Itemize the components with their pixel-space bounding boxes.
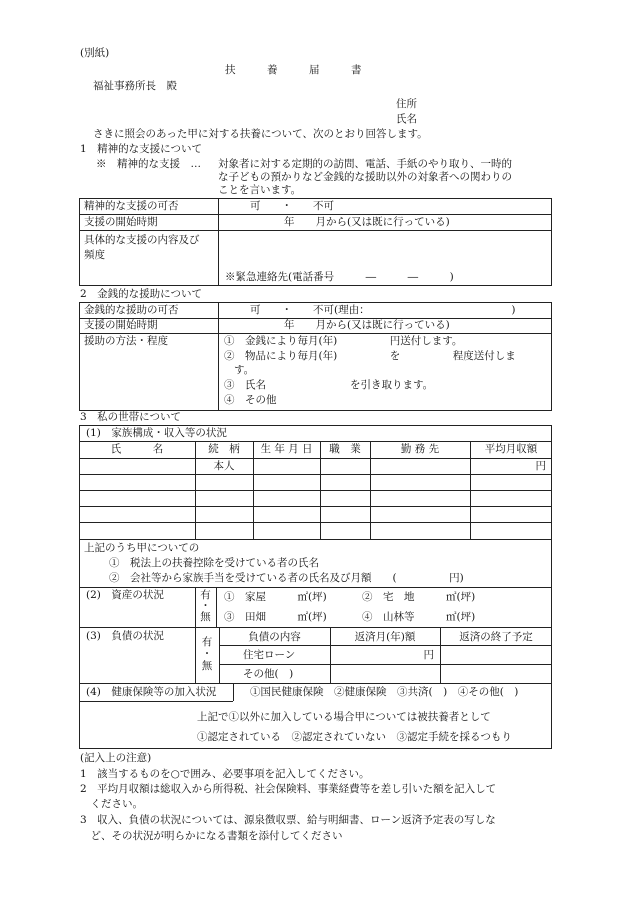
debt-dot: ・ [201, 648, 213, 660]
divider [79, 333, 552, 334]
aid-method-item[interactable]: ① 金銭により毎月(年) 円送付します。 [224, 335, 463, 347]
section1-note-line: ことを言います。 [218, 184, 302, 196]
divider [79, 214, 552, 215]
mental-support-value[interactable]: 可 ・ 不可 [250, 200, 334, 212]
yen-unit: 円 [535, 460, 546, 472]
debt-col-end: 返済の終了予定 [459, 631, 533, 643]
document-title: 扶 養 届 書 [225, 64, 362, 76]
aid-start-value[interactable]: 年 月から(又は既に行っている) [284, 319, 450, 331]
kou-item[interactable]: ② 会社等から家族手当を受けている者の氏名及び月額 ( 円) [109, 572, 464, 584]
relation-self: 本人 [213, 460, 235, 472]
divider [79, 490, 552, 491]
debt-col-amount: 返済月(年)額 [354, 631, 416, 643]
assets-dot: ・ [200, 600, 211, 612]
aid-start-label: 支援の開始時期 [84, 319, 158, 331]
kou-item[interactable]: ① 税法上の扶養控除を受けている者の氏名 [109, 557, 319, 569]
attachment-label: (別紙) [80, 47, 110, 59]
debt-row-other[interactable]: その他( ) [243, 668, 294, 680]
col-name: 氏 名 [110, 443, 164, 455]
divider [79, 474, 552, 475]
insurance-note: 上記で①以外に加入している場合甲については被扶養者として [197, 711, 491, 723]
note-item: 3 収入、負債の状況については、源泉徴収票、給与明細書、ローン返済予定表の写しな [80, 814, 496, 826]
aid-method-label: 援助の方法・程度 [84, 335, 168, 347]
note-item: ください。 [80, 798, 143, 810]
assets-yes[interactable]: 有 [200, 589, 211, 601]
support-detail-label: 具体的な支援の内容及び [84, 234, 200, 246]
note-item: ど、その状況が明らかになる書類を添付してください [80, 830, 343, 842]
divider [218, 198, 219, 286]
aid-method-item: す。 [234, 364, 255, 376]
divider [79, 458, 552, 459]
debt-yen: 円 [423, 649, 434, 661]
section3-heading: 3 私の世帯について [80, 411, 181, 423]
debt-col-content: 負債の内容 [248, 631, 301, 643]
debt-row-mortgage: 住宅ローン [243, 649, 296, 661]
insurance-label: (4) 健康保険等の加入状況 [86, 686, 217, 698]
asset-field[interactable]: ③ 田畑 ㎡(坪) [224, 611, 327, 623]
section1-heading: 1 精神的な支援について [80, 143, 202, 155]
name-label: 氏名 [396, 113, 417, 125]
debt-label: (3) 負債の状況 [86, 630, 164, 642]
asset-land[interactable]: ② 宅 地 ㎡(坪) [362, 591, 476, 603]
col-income: 平均月収額 [484, 443, 538, 455]
support-start-value[interactable]: 年 月から(又は既に行っている) [284, 216, 450, 228]
kou-intro: 上記のうち甲についての [84, 542, 200, 554]
section1-note-line: 対象者に対する定期的の訪問、電話、手紙のやり取り、一時的 [218, 158, 512, 170]
divider [79, 506, 552, 507]
aid-method-item[interactable]: ④ その他 [224, 394, 277, 406]
col-workplace: 勤 務 先 [400, 443, 440, 455]
asset-house[interactable]: ① 家屋 ㎡(坪) [224, 591, 327, 603]
financial-aid-value[interactable]: 可 ・ 不可(理由： ) [250, 304, 516, 316]
divider [219, 664, 552, 665]
insurance-options[interactable]: ①国民健康保険 ②健康保険 ③共済( ) ④その他( ) [250, 686, 519, 698]
support-detail-label: 頻度 [84, 249, 105, 261]
addressee: 福祉事務所長 殿 [93, 80, 177, 92]
divider [233, 683, 234, 701]
col-birthdate: 生 年 月 日 [260, 443, 313, 455]
note-item: 1 該当するものを○で囲み、必要事項を記入してください。 [80, 768, 370, 780]
section1-note-line: な子どもの預かりなど金銭的な援助以外の対象者への関わりの [218, 171, 512, 183]
divider [79, 522, 552, 523]
mental-support-label: 精神的な支援の可否 [84, 200, 179, 212]
intro-text: さきに照会のあった甲に対する扶養について、次のとおり回答します。 [93, 128, 428, 140]
aid-method-item[interactable]: ③ 氏名 を引き取ります。 [224, 379, 434, 391]
asset-forest[interactable]: ④ 山林等 ㎡(坪) [362, 611, 476, 623]
divider [79, 683, 552, 684]
financial-aid-label: 金銭的な援助の可否 [84, 304, 179, 316]
divider [219, 645, 552, 646]
col-relation: 続 柄 [208, 443, 240, 455]
divider [79, 701, 233, 702]
section1-note-mark: ※ 精神的な支援 … [96, 158, 201, 170]
emergency-contact[interactable]: ※緊急連絡先(電話番号 ― ― ) [225, 271, 454, 283]
divider [79, 587, 552, 588]
debt-no[interactable]: 無 [201, 660, 213, 672]
divider [79, 230, 552, 231]
section2-heading: 2 金銭的な援助について [80, 288, 202, 300]
debt-yes[interactable]: 有 [201, 636, 213, 648]
divider [79, 539, 552, 540]
assets-no[interactable]: 無 [200, 611, 211, 623]
address-label: 住所 [396, 98, 417, 110]
divider [216, 587, 217, 627]
notes-heading: (記入上の注意) [80, 752, 152, 764]
assets-label: (2) 資産の状況 [86, 589, 164, 601]
aid-method-item[interactable]: ② 物品により毎月(年) を 程度送付しま [224, 350, 516, 362]
divider [79, 627, 552, 628]
family-title: (1) 家族構成・収入等の状況 [86, 427, 227, 439]
support-start-label: 支援の開始時期 [84, 216, 158, 228]
divider [79, 441, 552, 442]
col-occupation: 職 業 [329, 443, 361, 455]
insurance-choices[interactable]: ①認定されている ②認定されていない ③認定手続を採るつもり [197, 731, 512, 743]
note-item: 2 平均月収額は総収入から所得税、社会保険料、事業経費等を差し引いた額を記入して [80, 783, 497, 795]
